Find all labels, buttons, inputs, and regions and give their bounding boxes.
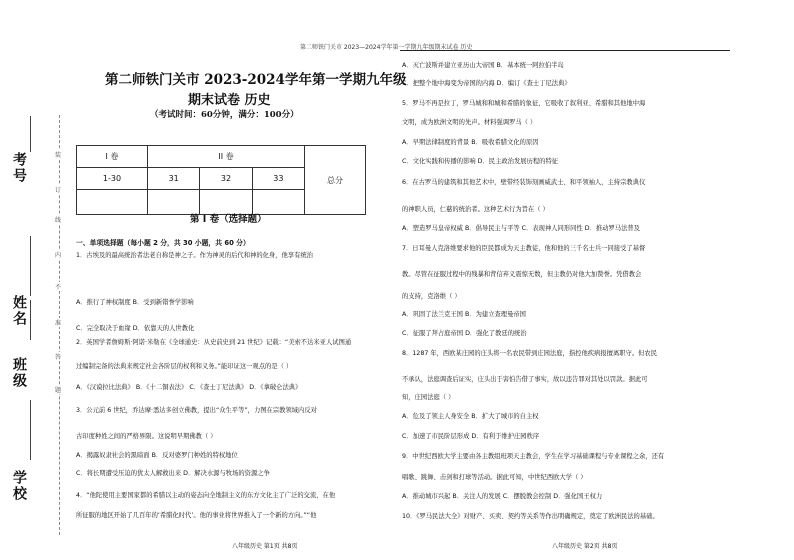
- footer-page-left: 八年级历史 第1页 共8页: [232, 543, 298, 550]
- score-header-part2: II 卷: [148, 146, 305, 168]
- q2-stem-line2: 过编制完备的法典来规定社会各阶层的权利和义务。”能印证这一观点的是（ ）: [76, 363, 293, 370]
- score-col-32: 32: [200, 168, 252, 190]
- q6-options: A．塑造罗马皇帝权威 B．倡导民主与平等 C．表现神人同形同性 D．推动罗马法普及: [402, 225, 640, 232]
- q4-stem-line1: 4．“他陀使用主要国家都的希腊以主动的姿态向全地制主义的东方文化主了广泛的交流，在他: [76, 492, 336, 499]
- school-line: [30, 400, 31, 460]
- q6-stem-line2: 的神职人员，仁慈的统治者。这种艺术行为旨在（ ）: [402, 206, 549, 213]
- q5-options-cd: C．文化实践和传播的影响 D．民主政治发展历程的特征: [402, 158, 559, 165]
- score-cell[interactable]: [77, 190, 148, 215]
- exam-no-label: 考号: [11, 152, 27, 184]
- q8-stem-line2: 不承认，法庭调查后证实，庄头出于害怕告借了事实，故以违告罪对其处以罚款。据此可: [402, 376, 648, 383]
- q8-stem-line3: 知，庄园法庭（ ）: [402, 394, 455, 401]
- q8-options-cd: C．加速了市民阶层形成 D．有利于维护庄园秩序: [402, 433, 540, 440]
- q4-stem-line2: 所征服的地区开始了几百年的‘希腊化时代’。他的事业将世界推入了一个新的方向。”“他: [76, 512, 317, 519]
- q7-options-ab: A．巩固了法兰克王国 B．为建立查理曼帝国: [402, 311, 526, 318]
- score-col-33: 33: [252, 168, 304, 190]
- score-header-total: 总分: [305, 146, 366, 215]
- score-col-31: 31: [148, 168, 200, 190]
- name-line: [30, 236, 31, 296]
- q7-options-cd: C．征服了拜占庭帝国 D．强化了教廷的统治: [402, 330, 527, 337]
- q6-stem-line1: 6．在古罗马的建筑和其他艺术中，壁带经装饰刻画威武士、和平领袖人，主持宗教典仪: [402, 179, 646, 186]
- score-header-part1: I 卷: [77, 146, 148, 168]
- q8-stem-line1: 8．1287 年，西欧某庄园的庄头将一名农民带到庄园法庭，指控他疾病报擅离职守。但农民: [402, 350, 658, 357]
- name-label: 姓名: [11, 295, 27, 327]
- q3-options-cd: C．将长期遭受压迫的犹太人解救出来 D．解决水源与牧场的资源之争: [76, 470, 270, 477]
- q9-options: A．推动城市兴起 B．关注人的发展 C．摆脱教会控制 D．强化国王权力: [402, 493, 603, 500]
- school-label: 学校: [11, 470, 27, 502]
- running-header: 第二师铁门关市 2023—2024学年第一学期九年级期末试卷 历史: [300, 44, 473, 51]
- seal-char: 内: [55, 252, 62, 259]
- seal-char: 准: [55, 320, 62, 327]
- q5-stem-line1: 5．罗马不再是拉丁，罗马城和和城和希腊的象征，它吸收了叙利亚、希腊和其他地中海: [402, 100, 646, 107]
- q5-options-ab: A．早期法律制度的背景 B．吸收希腊文化的原因: [402, 139, 539, 146]
- class-label: 班级: [11, 357, 27, 389]
- footer-page-right: 八年级历史 第2页 共8页: [552, 543, 618, 550]
- q1-options-cd: C．完全取决于血缘 D．依靠天的人世教化: [76, 325, 195, 332]
- q3-stem-line1: 3．公元前 6 世纪，乔达摩·悉达多创立佛教，提出“众生平等”，力图在宗教领域内反对: [76, 407, 317, 414]
- q2-stem-line1: 2．英国学者詹姆斯·阿诺·米勒在《全球通史：从史前史到 21 世纪》记载：“美索不达米亚人试图通: [76, 339, 352, 346]
- score-col-1-30: 1-30: [77, 168, 148, 190]
- q3-stem-line2: 古印度种姓之间的严格界限。这说明早期佛教（ ）: [76, 433, 217, 440]
- score-table: [76, 145, 366, 215]
- q5-stem-line2: 文明，成为欧洲文明的先声。材料强调罗马（ ）: [402, 119, 537, 126]
- exam-info: （考试时间：60分钟，满分：100分）: [150, 110, 299, 120]
- seal-char: 装: [55, 152, 62, 159]
- class-line-top: [30, 300, 31, 340]
- seal-char: 不: [55, 284, 62, 291]
- seal-char: 订: [55, 187, 62, 194]
- q7-stem-line1: 7．日耳曼人克洛维要求他的臣民都成为天主教徒，他和他的三千名士兵一同接受了基督: [402, 245, 646, 252]
- q10-stem: 10．《罗马民法大全》对财产、买卖、契约等关系等作出明确规定，奠定了欧洲民法的基础。: [402, 513, 659, 520]
- seal-char: 答: [55, 354, 62, 361]
- exam-title: 第二师铁门关市 2023-2024学年第一学期九年级: [105, 72, 407, 88]
- seal-char: 题: [55, 387, 62, 394]
- exam-no-line: [30, 116, 31, 152]
- q2-options: A．《汉谟拉比法典》 B．《十二铜表法》 C．《查士丁尼法典》 D．《拿破仑法典》: [76, 384, 302, 391]
- q9-stem-line1: 9．中世纪西欧大学主要由各主教组班项天主教会，学生在学习基础课程与专业课程之余，还有: [402, 453, 665, 460]
- q4-options-ab: A．灭亡波斯并建立亚历山大帝国 B．基本统一阿拉伯半岛: [402, 62, 564, 69]
- q7-stem-line3: 的支持，克洛维（ ）: [402, 293, 461, 300]
- q1-options-ab: A．推行了神权制度 B．受到新错誉学影响: [76, 299, 194, 306]
- q1-stem: 1．古埃及的最高统治者法老自称是神之子。作为神灵的后代和神的化身，他享有统治: [76, 252, 313, 259]
- q8-options-ab: A．危及了领主人身安全 B．扩大了城市的自主权: [402, 413, 539, 420]
- exam-subtitle: 期末试卷 历史: [188, 93, 271, 108]
- seal-char: 线: [55, 217, 62, 224]
- q9-stem-line2: 唱歌、跳舞、击剑和打球等活动。据此可知，中世纪西欧大学（ ）: [402, 474, 587, 481]
- part-title: 一、单项选择题（每小题 2 分，共 30 小题，共 60 分）: [76, 239, 250, 247]
- q4-options-cd: C．把整个地中海变为帝国的内海 D．编订《查士丁尼法典》: [402, 80, 571, 87]
- q3-options-ab: A．揭露奴隶社会的黑暗面 B．反对婆罗门种姓的特权地位: [76, 452, 238, 459]
- q7-stem-line2: 教。尽管在征服过程中的残暴和背信弃义震惊无数，但主教仍对他大加赞誉。凭借教会: [402, 271, 642, 278]
- header-rule: [400, 50, 730, 51]
- section-title: 第 I 卷（选择题）: [190, 214, 267, 225]
